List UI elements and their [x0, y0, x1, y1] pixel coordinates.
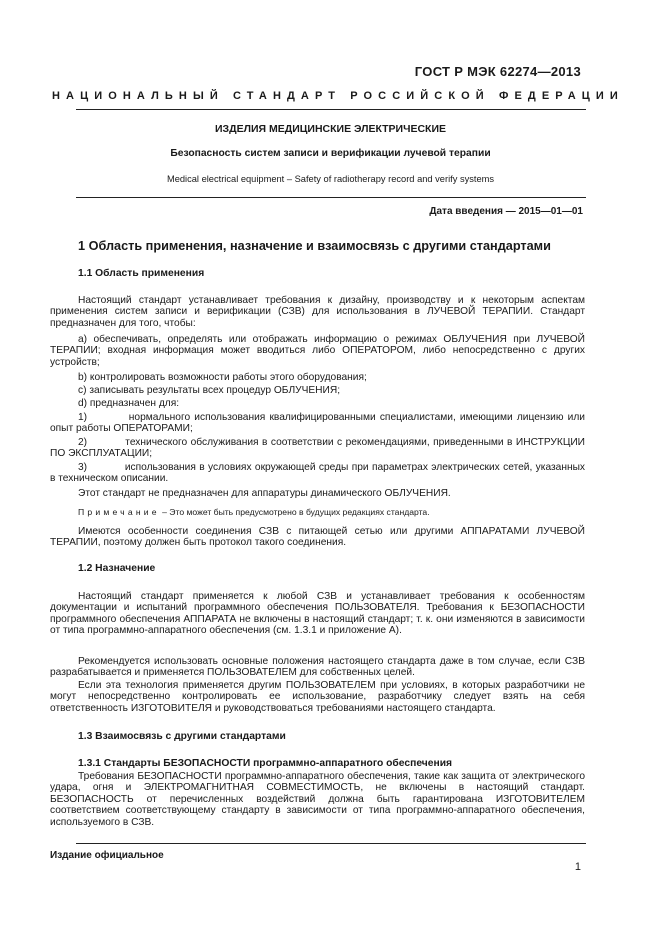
numbered-item-number: 3) [78, 462, 88, 473]
not-intended-paragraph: Этот стандарт не предназначен для аппаратуры динамического ОБЛУЧЕНИЯ. [78, 488, 451, 499]
list-item-text: записывать результаты всех процедур ОБЛУЧЕНИЯ; [89, 385, 341, 396]
section-1-1-heading: 1.1 Область применения [78, 268, 205, 279]
document-number: ГОСТ Р МЭК 62274—2013 [414, 64, 581, 79]
list-item-text: контролировать возможности работы этого оборудования; [89, 372, 367, 383]
list-item [50, 385, 585, 396]
list-item-text: предназначен для: [89, 398, 180, 409]
section-1-heading: 1 Область применения, назначение и взаимосвязь с другими стандартами [78, 239, 551, 253]
numbered-item-number: 1) [78, 412, 88, 423]
title-rule [76, 197, 586, 198]
connection-paragraph: Имеются особенности соединения СЗВ с питающей сетью или другими АППАРАТАМИ ЛУЧЕВОЙ ТЕРАПИИ, поэтому должен быть протокол такого соединения. [50, 526, 585, 549]
list-item [50, 334, 585, 368]
numbered-item-text: технического обслуживания в соответствии с рекомендациями, приведенными в ИНСТРУКЦИИ ПО ЭКСПЛУАТАЦИИ; [50, 437, 586, 460]
scope-intro: Настоящий стандарт устанавливает требования к дизайну, производству и к некоторым аспектам применения систем записи и верификации (СЗВ) для использования в ЛУЧЕВОЙ ТЕРАПИИ. Стандарт предназначен для того, чтобы: [50, 295, 585, 329]
list-item-number: b) [78, 372, 88, 383]
footer-rule [76, 843, 586, 844]
list-item-number: c) [78, 385, 87, 396]
section-1-3-heading: 1.3 Взаимосвязь с другими стандартами [78, 731, 286, 742]
list-item-number: a) [78, 334, 88, 345]
section-1-2-heading: 1.2 Назначение [78, 563, 156, 574]
standard-title: ИЗДЕЛИЯ МЕДИЦИНСКИЕ ЭЛЕКТРИЧЕСКИЕ [214, 123, 447, 135]
purpose-paragraph-1: Настоящий стандарт применяется к любой СЗВ и устанавливает требования к особенностям документации и испытаний программного обеспечения ПОЛЬЗОВАТЕЛЯ. Требования к БЕЗОПАСНОСТИ программного обеспечения АППАРАТА не включены в настоящий стандарт; т. к. они изменяются в зависимости от типа программно-аппаратного обеспечения (см. 1.3.1 и приложение А). [50, 591, 585, 637]
header-rule [76, 109, 586, 110]
edition-label: Издание официальное [50, 850, 164, 861]
numbered-item [50, 462, 585, 485]
purpose-paragraph-3: Если эта технология применяется другим ПОЛЬЗОВАТЕЛЕМ при условиях, в которых разработчики не могут непосредственно контролировать ее использование, разработчику следует взять на себя ответственность ИЗГОТОВИТЕЛЯ и руководствоваться требованиями настоящего стандарта. [50, 680, 585, 714]
introduction-date: Дата введения — 2015—01—01 [429, 206, 583, 217]
note-text: – Это может быть предусмотрено в будущих редакциях стандарта. [159, 507, 430, 517]
list-item-number: d) [78, 398, 88, 409]
numbered-item [50, 412, 585, 435]
purpose-paragraph-2: Рекомендуется использовать основные положения настоящего стандарта даже в том случае, если СЗВ разрабатывается и применяется ПОЛЬЗОВАТЕЛЕМ для собственных целей. [50, 656, 585, 679]
list-item [50, 398, 585, 409]
numbered-item-text: нормального использования квалифицированными специалистами, имеющими лицензию или опыт работы ОПЕРАТОРАМИ; [50, 412, 585, 435]
standard-subtitle: Безопасность систем записи и верификации лучевой терапии [170, 148, 491, 159]
numbered-item-number: 2) [78, 437, 88, 448]
list-item [50, 372, 585, 383]
numbered-item [50, 437, 585, 460]
page-number: 1 [574, 861, 581, 873]
section-1-3-1-heading: 1.3.1 Стандарты БЕЗОПАСНОСТИ программно-аппаратного обеспечения [78, 758, 453, 769]
numbered-item-text: использования в условиях окружающей среды при параметрах электрических сетей, указанных в техническом описании. [50, 462, 586, 485]
note-label: Примечание [78, 507, 160, 517]
note [78, 507, 430, 517]
national-standard-banner: НАЦИОНАЛЬНЫЙ СТАНДАРТ РОССИЙСКОЙ ФЕДЕРАЦИИ [52, 90, 624, 102]
standard-english-title: Medical electrical equipment – Safety of radiotherapy record and verify systems [166, 174, 495, 184]
list-item-text: обеспечивать, определять или отображать информацию о режимах ОБЛУЧЕНИЯ при ЛУЧЕВОЙ ТЕРАПИИ; входная информация может вводиться либо ОПЕРАТОРОМ, либо непосредственно с других устройств; [50, 334, 585, 368]
safety-standards-paragraph: Требования БЕЗОПАСНОСТИ программно-аппаратного обеспечения, такие как защита от электрического удара, огня и ЭЛЕКТРОМАГНИТНАЯ СОВМЕСТИМОСТЬ, не включены в настоящий стандарт. БЕЗОПАСНОСТЬ от перечисленных воздействий должна быть гарантирована ИЗГОТОВИТЕЛЕМ соответствием соответствующему стандарту в зависимости от типа программно-аппаратного обеспечения, используемого в СЗВ. [50, 771, 585, 828]
